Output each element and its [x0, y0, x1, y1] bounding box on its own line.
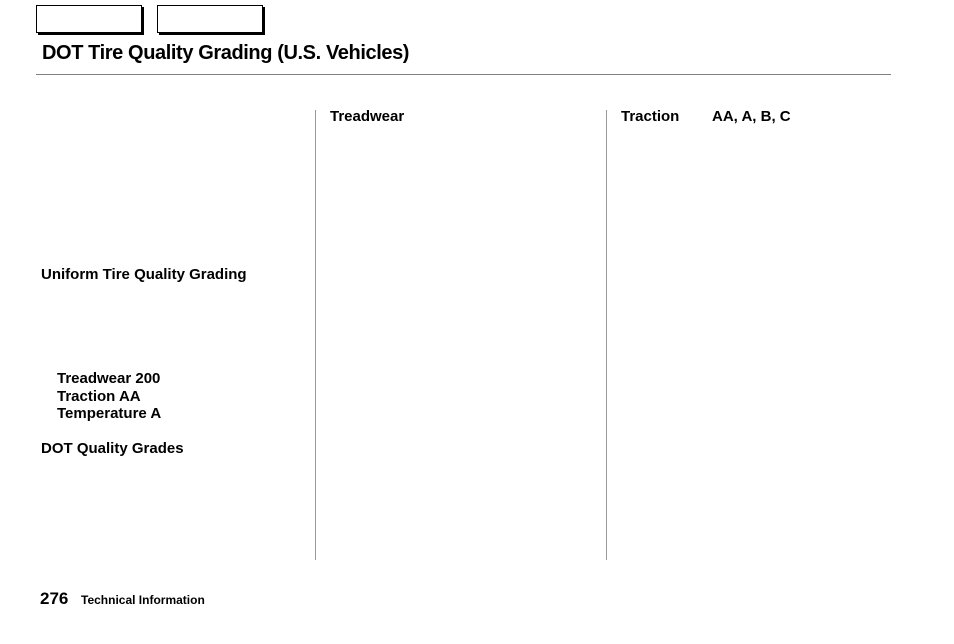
- treadwear-heading: Treadwear: [330, 108, 405, 125]
- example-temperature: Temperature A: [57, 405, 162, 422]
- title-divider: [36, 74, 891, 75]
- dot-quality-grades-heading: DOT Quality Grades: [41, 440, 184, 457]
- section-name: Technical Information: [81, 593, 205, 607]
- traction-heading: Traction: [621, 108, 680, 125]
- example-traction: Traction AA: [57, 387, 141, 405]
- next-page-button[interactable]: [157, 5, 263, 33]
- page-title: DOT Tire Quality Grading (U.S. Vehicles): [42, 42, 410, 64]
- column-divider-1: [315, 110, 316, 560]
- traction-grades: AA, A, B, C: [712, 108, 791, 125]
- example-treadwear: Treadwear 200: [57, 370, 161, 387]
- previous-page-button[interactable]: [36, 5, 142, 33]
- page-number: 276: [40, 589, 69, 608]
- uniform-grading-heading: Uniform Tire Quality Grading: [41, 266, 247, 283]
- column-divider-2: [606, 110, 607, 560]
- example-grades: [57, 370, 161, 423]
